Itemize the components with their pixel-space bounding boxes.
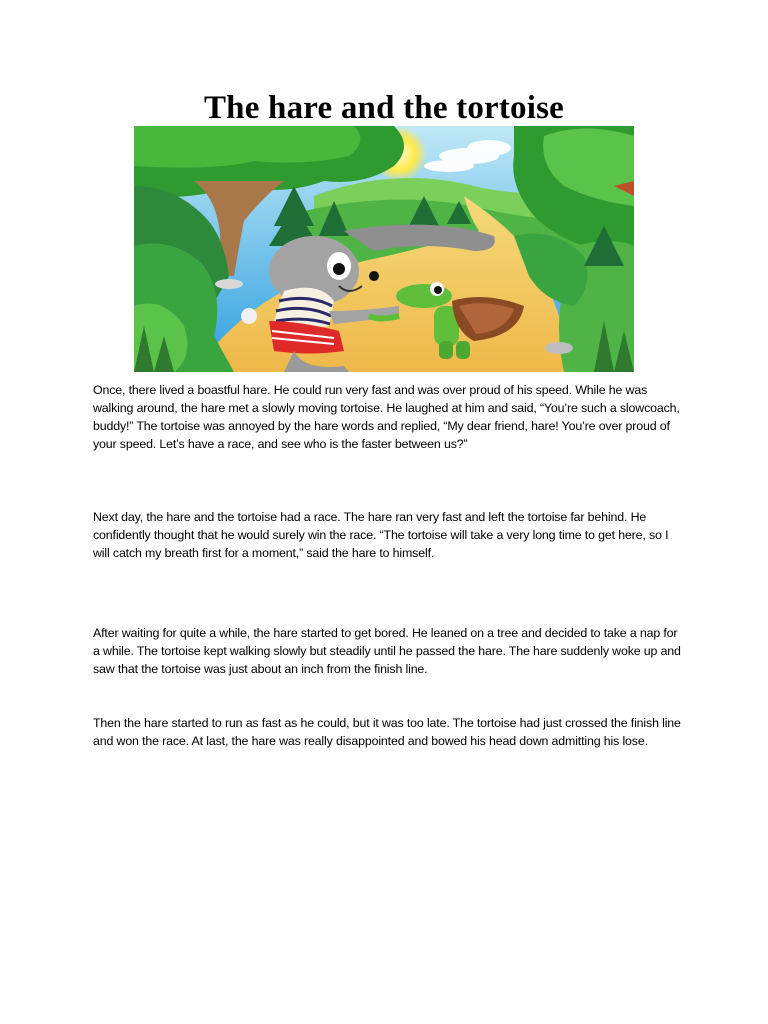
story-title: The hare and the tortoise (203, 90, 565, 126)
story-illustration (134, 126, 634, 372)
story-paragraph-2: Next day, the hare and the tortoise had a race. The hare ran very fast and left the tortoise far behind. He confidently thought that he would surely win the race. “The tortoise will take a very long time to get here, so I will catch my breath first for a moment,” said the hare to himself. (93, 510, 669, 560)
story-paragraph-1: Once, there lived a boastful hare. He could run very fast and was over proud of his speed. While he was walking around, the hare met a slowly moving tortoise. He laughed at him and said, “You’re such a slowcoach, buddy!” The tortoise was annoyed by the hare words and replied, “My dear friend, hare! You’re over proud of your speed. Let’s have a race, and see who is the faster between us?” (93, 383, 680, 451)
hare-tortoise-illustration (134, 126, 634, 372)
story-paragraph-3: After waiting for quite a while, the hare started to get bored. He leaned on a tree and decided to take a nap for a while. The tortoise kept walking slowly but steadily until he passed the hare. The hare suddenly woke up and saw that the tortoise was just about an inch from the finish line. (93, 626, 681, 676)
story-paragraph-4: Then the hare started to run as fast as he could, but it was too late. The tortoise had just crossed the finish line and won the race. At last, the hare was really disappointed and bowed his head down admitting his lose. (93, 716, 681, 748)
